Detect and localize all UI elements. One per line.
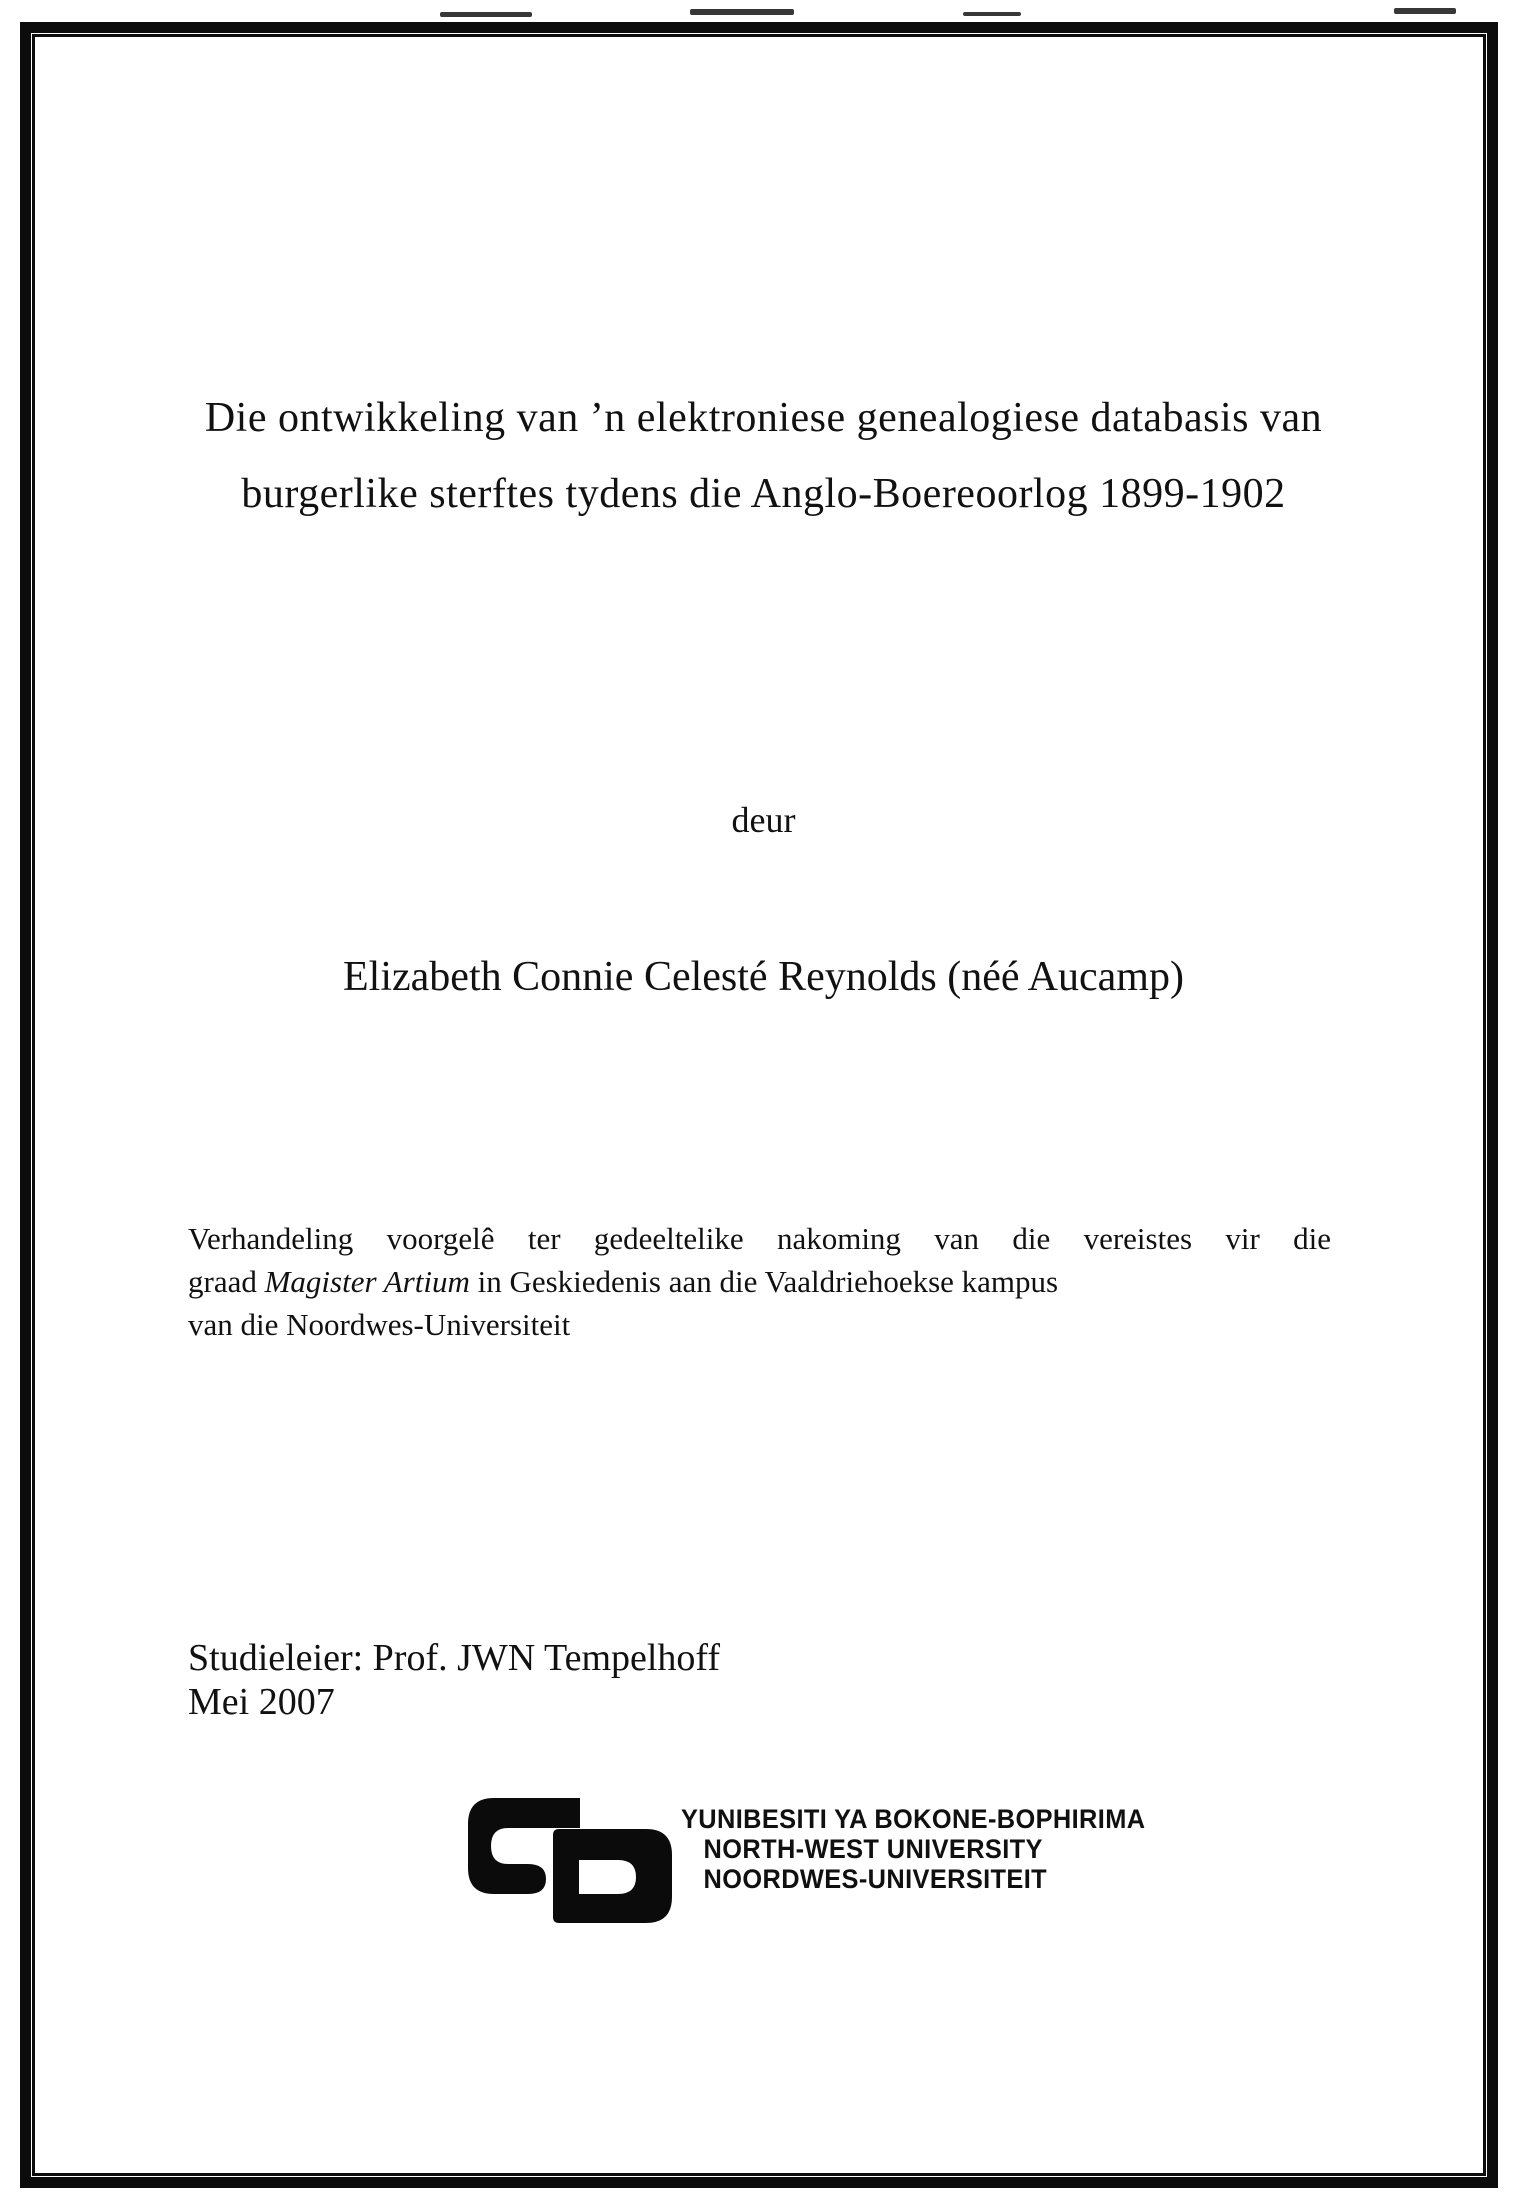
- supervisor-block: [188, 1636, 720, 1724]
- logo-line-english: NORTH-WEST UNIVERSITY: [703, 1834, 1043, 1864]
- scan-artifact: [1394, 8, 1456, 14]
- thesis-title: [60, 380, 1467, 532]
- scan-artifact: [963, 12, 1021, 16]
- university-logo-text: [681, 1804, 1145, 1894]
- nwu-chainlink-logo-icon: [468, 1798, 673, 1925]
- degree-statement-line2-suffix: in Geskiedenis aan die Vaaldriehoekse kampus: [469, 1264, 1059, 1299]
- degree-statement-line1: Verhandeling voorgelê ter gedeeltelike nakoming van die vereistes vir die: [188, 1221, 1331, 1256]
- university-logo: [468, 1798, 1175, 1925]
- degree-statement: [188, 1217, 1331, 1346]
- degree-statement-line2: [188, 1260, 1331, 1303]
- degree-statement-line3: van die Noordwes-Universiteit: [188, 1307, 571, 1342]
- byline-deur: deur: [731, 800, 796, 840]
- scan-artifact: [440, 12, 532, 17]
- thesis-title-line2: burgerlike sterftes tydens die Anglo-Boereoorlog 1899-1902: [241, 471, 1286, 517]
- thesis-title-line1: Die ontwikkeling van ’n elektroniese genealogiese databasis van: [204, 395, 1323, 441]
- supervisor-line: Studieleier: Prof. JWN Tempelhoff: [188, 1637, 721, 1679]
- scan-artifact: [690, 9, 794, 15]
- date-line: Mei 2007: [188, 1681, 335, 1723]
- author-name: Elizabeth Connie Celesté Reynolds (néé Aucamp): [343, 954, 1184, 1000]
- logo-line-setswana: YUNIBESITI YA BOKONE-BOPHIRIMA: [681, 1804, 1146, 1834]
- logo-line-afrikaans: NOORDWES-UNIVERSITEIT: [703, 1864, 1048, 1894]
- degree-statement-line2-prefix: graad: [188, 1264, 265, 1299]
- degree-name-italic: Magister Artium: [264, 1264, 470, 1299]
